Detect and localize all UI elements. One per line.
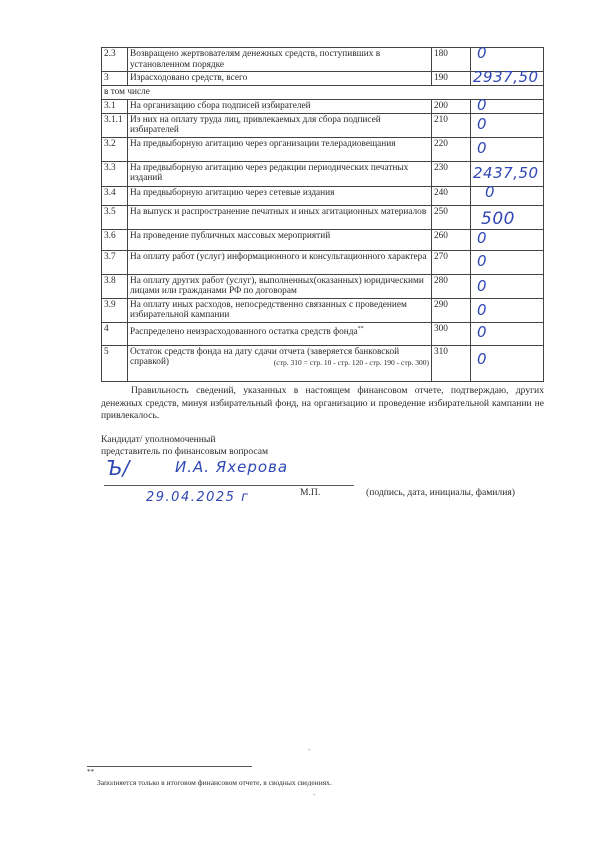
row-code: 240 [432, 186, 471, 205]
scan-mark: - [308, 745, 311, 754]
table-row [102, 137, 544, 161]
table-row [102, 274, 544, 298]
handwritten-value: 2437,50 [473, 163, 539, 182]
row-code: 180 [432, 48, 471, 72]
row-code: 310 [432, 345, 471, 381]
footnote-text: Заполняется только в итоговом финансовом отчете, в сводных сведениях. [97, 778, 332, 787]
row-number: 3.3 [102, 161, 128, 186]
table-row [102, 186, 544, 205]
signatory-title-line1: Кандидат/ уполномоченный [101, 434, 216, 445]
handwritten-value: 0 [477, 276, 487, 295]
table-row [102, 205, 544, 229]
row-value [471, 205, 544, 229]
formula-note: (стр. 310 = стр. 10 - стр. 120 - стр. 190 - стр. 300) [273, 358, 429, 367]
table-row [102, 322, 544, 345]
table-row [102, 161, 544, 186]
footnote-divider [87, 766, 252, 767]
row-code: 270 [432, 250, 471, 274]
row-number: 3.8 [102, 274, 128, 298]
row-description: На организацию сбора подписей избирателей [128, 99, 432, 113]
row-value [471, 113, 544, 137]
handwritten-value: 0 [477, 114, 487, 133]
confirmation-statement: Правильность сведений, указанных в настоящем финансовом отчете, подтверждаю, других денежных средств, минуя избирательный фонд, на организацию и проведение избирательной кампании не привлекалось. [101, 385, 544, 421]
row-description: На оплату работ (услуг) информационного и консультационного характера [128, 250, 432, 274]
row-number: 3 [102, 72, 128, 86]
row-description: Возвращено жертвователям денежных средств, поступивших в установленном порядке [128, 48, 432, 72]
handwritten-value: 0 [477, 300, 487, 319]
table-row [102, 345, 544, 381]
row-number: 3.7 [102, 250, 128, 274]
row-number: 4 [102, 322, 128, 345]
handwritten-value: 0 [477, 322, 487, 341]
row-description [128, 322, 432, 345]
row-number: 2.3 [102, 48, 128, 72]
row-description: Израсходовано средств, всего [128, 72, 432, 86]
table-row [102, 229, 544, 250]
row-code: 260 [432, 229, 471, 250]
row-value [471, 298, 544, 322]
handwritten-value: 0 [477, 349, 487, 368]
row-code: 300 [432, 322, 471, 345]
handwritten-value: 0 [477, 228, 487, 247]
row-description: На проведение публичных массовых мероприятий [128, 229, 432, 250]
row-code: 250 [432, 205, 471, 229]
row-value [471, 250, 544, 274]
handwritten-value: 0 [485, 182, 495, 201]
signature-line [104, 485, 354, 486]
row-description: На предвыборную агитацию через сетевые издания [128, 186, 432, 205]
row-value [471, 182, 544, 205]
table-row [102, 113, 544, 137]
row-description: Из них на оплату труда лиц, привлекаемых для сбора подписей избирателей [128, 113, 432, 137]
row-value [471, 322, 544, 345]
table-row [102, 72, 544, 86]
row-code: 230 [432, 161, 471, 186]
row-number: 3.2 [102, 137, 128, 161]
footnote-mark: ** [87, 768, 94, 776]
row-code: 220 [432, 137, 471, 161]
table-row [102, 298, 544, 322]
stamp-label: М.П. [300, 487, 321, 498]
row-code: 280 [432, 274, 471, 298]
handwritten-signature: Ъ/ [106, 456, 130, 480]
row-value [471, 345, 544, 381]
signatory-title-line2: представитель по финансовым вопросам [101, 446, 269, 457]
handwritten-date: 29.04.2025 г [146, 490, 250, 505]
row-value [471, 274, 544, 298]
scan-mark: - [313, 790, 316, 799]
row-code: 210 [432, 113, 471, 137]
subheader-label: в том числе [102, 86, 544, 100]
financial-report-table [101, 44, 544, 382]
row-number: 3.6 [102, 229, 128, 250]
row-value [471, 229, 544, 250]
row-value [471, 68, 544, 86]
row-code: 200 [432, 99, 471, 113]
row-number: 3.5 [102, 205, 128, 229]
row-number: 3.1 [102, 99, 128, 113]
row-number: 3.1.1 [102, 113, 128, 137]
handwritten-value: 0 [477, 44, 487, 62]
row-number: 3.9 [102, 298, 128, 322]
row-description: На выпуск и распространение печатных и иных агитационных материалов [128, 205, 432, 229]
row-number: 3.4 [102, 186, 128, 205]
row-description [128, 345, 432, 381]
row-value [471, 161, 544, 186]
signature-caption: (подпись, дата, инициалы, фамилия) [366, 487, 515, 498]
row-code: 290 [432, 298, 471, 322]
table-row [102, 250, 544, 274]
row-description: На предвыборную агитацию через редакции периодических печатных изданий [128, 161, 432, 186]
row-value [471, 95, 544, 114]
row-description: На оплату иных расходов, непосредственно связанных с проведением избирательной кампании [128, 298, 432, 322]
handwritten-value: 2937,50 [473, 68, 539, 86]
handwritten-value: 0 [477, 138, 487, 157]
row-value [471, 137, 544, 161]
handwritten-value: 500 [481, 208, 515, 229]
row-number: 5 [102, 345, 128, 381]
row-code: 190 [432, 72, 471, 86]
row-description: На оплату других работ (услуг), выполненных(оказанных) юридическими лицами или гражданами РФ по договорам [128, 274, 432, 298]
handwritten-value: 0 [477, 251, 487, 270]
handwritten-value: 0 [477, 95, 487, 114]
handwritten-name: И.А. Яхерова [175, 458, 289, 476]
row-description-text: Распределено неизрасходованного остатка средств фонда [130, 326, 358, 337]
row-description: На предвыборную агитацию через организации телерадиовещания [128, 137, 432, 161]
table-row [102, 99, 544, 113]
row-description-text: Остаток средств фонда на дату сдачи отчета (заверяется банковской справкой) [130, 346, 400, 367]
footnote-ref: ** [357, 325, 364, 332]
